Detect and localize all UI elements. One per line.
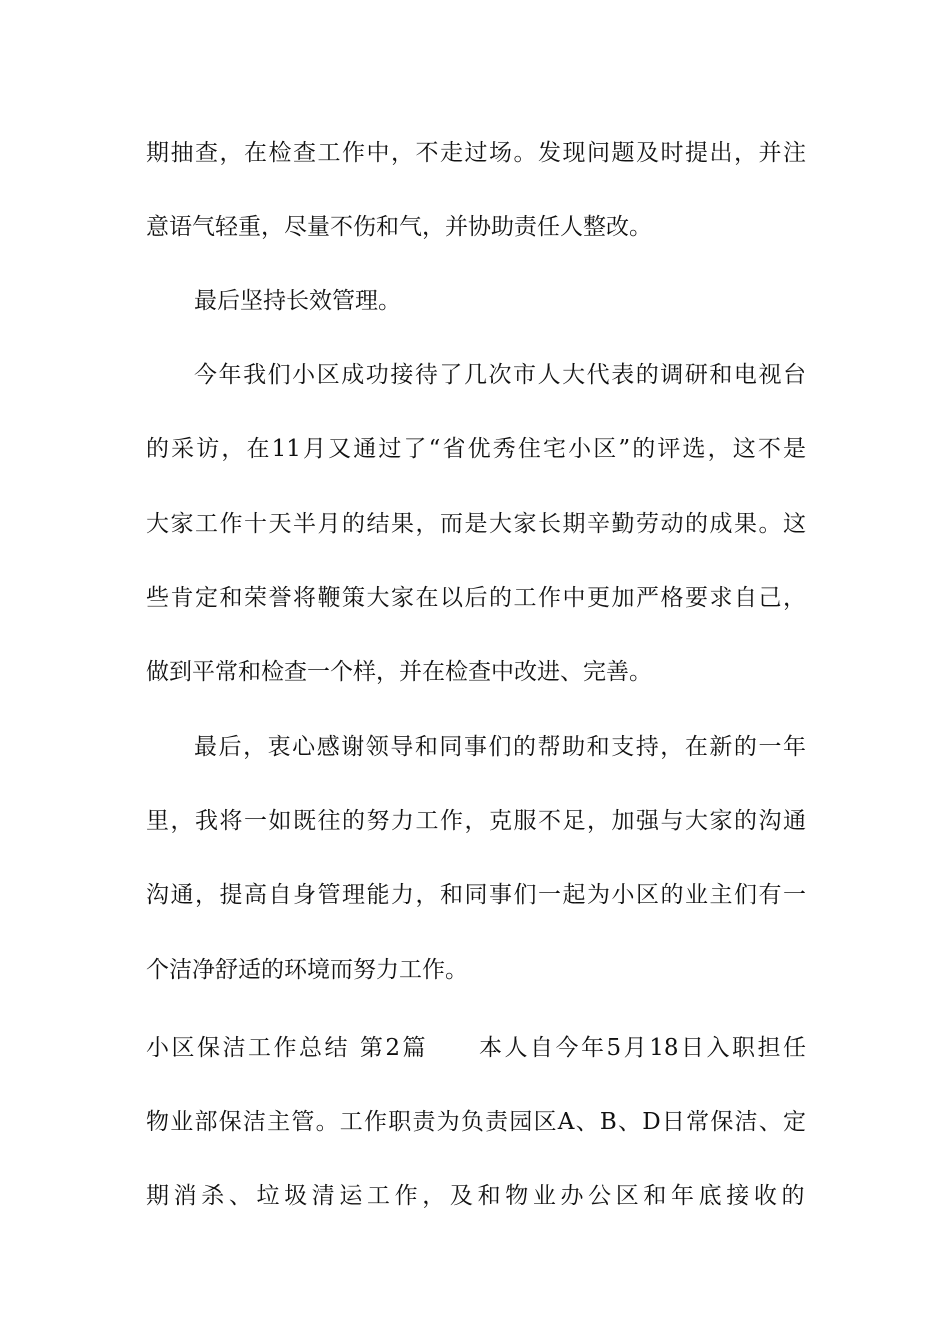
text-line: 期抽查，在检查工作中，不走过场。发现问题及时提出，并注 [146, 140, 806, 166]
text-line: 最后坚持长效管理。 [194, 288, 401, 314]
text-line: 物业部保洁主管。工作职责为负责园区A、B、D日常保洁、定 [146, 1109, 806, 1135]
text-line: 些肯定和荣誉将鞭策大家在以后的工作中更加严格要求自己， [146, 585, 806, 611]
text-line: 沟通，提高自身管理能力，和同事们一起为小区的业主们有一 [146, 882, 806, 908]
text-line: 意语气轻重，尽量不伤和气，并协助责任人整改。 [146, 214, 652, 240]
text-line: 的采访，在11月又通过了“省优秀住宅小区”的评选，这不是 [146, 436, 806, 462]
text-line: 个洁净舒适的环境而努力工作。 [146, 957, 468, 983]
text-line: 期消杀、垃圾清运工作，及和物业办公区和年底接收的 [146, 1183, 806, 1209]
text-line: 大家工作十天半月的结果，而是大家长期辛勤劳动的成果。这 [146, 511, 806, 537]
text-line: 做到平常和检查一个样，并在检查中改进、完善。 [146, 659, 652, 685]
text-line: 小区保洁工作总结 第2篇 本人自今年5月18日入职担任 [146, 1035, 806, 1061]
text-line: 里，我将一如既往的努力工作，克服不足，加强与大家的沟通 [146, 808, 806, 834]
text-line: 最后，衷心感谢领导和同事们的帮助和支持，在新的一年 [194, 734, 806, 760]
text-line: 今年我们小区成功接待了几次市人大代表的调研和电视台 [194, 362, 806, 388]
